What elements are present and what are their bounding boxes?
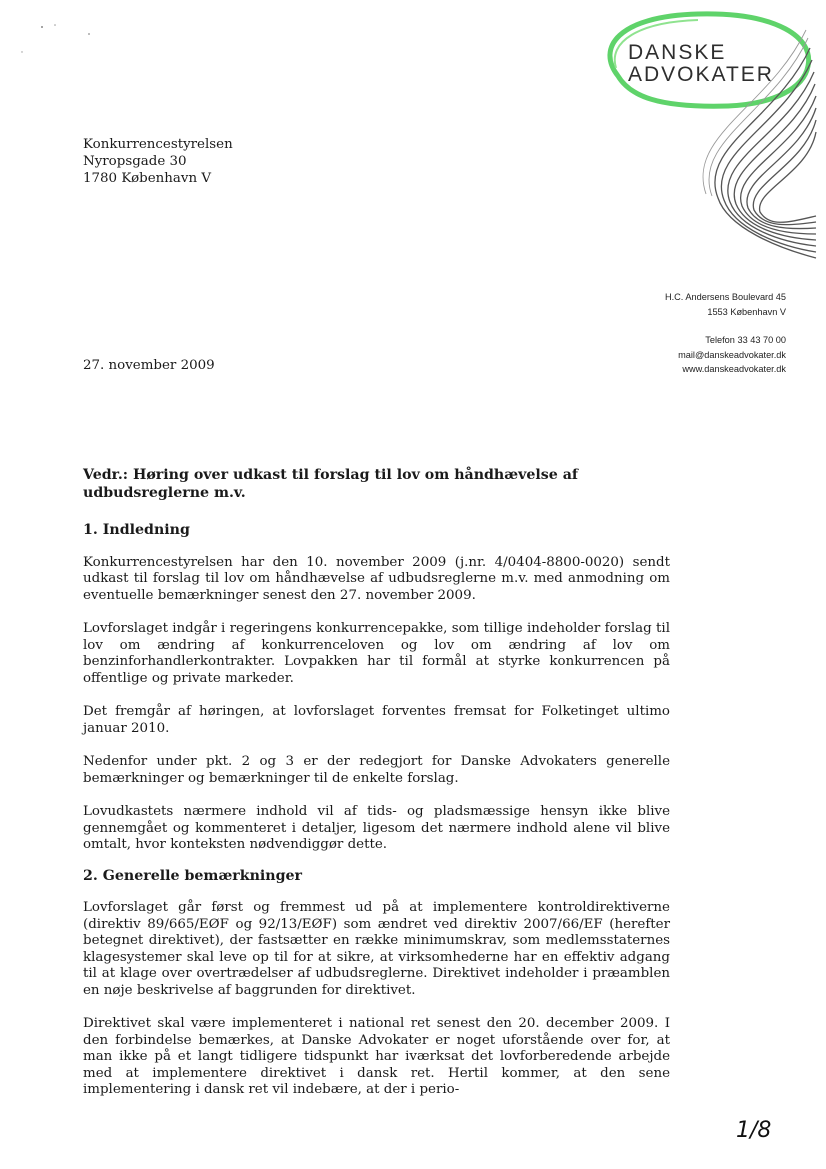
logo-line1: DANSKE bbox=[628, 41, 727, 64]
recipient-line: Nyropsgade 30 bbox=[83, 154, 187, 169]
sender-address-line2: 1553 København V bbox=[707, 306, 786, 317]
section-heading: 1. Indledning bbox=[83, 522, 190, 538]
recipient-line: Konkurrencestyrelsen bbox=[83, 137, 233, 152]
paragraph: Direktivet skal være implementeret i national ret senest den 20. december 2009. I den forbindelse bemærkes, at Danske Advokater er noget uforstående over for, at man ikke på et langt tidligere tidspunkt har iværksat det lovforberedende arbejde med at implementere direktivet i dansk ret. Hertil kommer, at den sene implementering i dansk ret vil indebære, at der i perio- bbox=[83, 1016, 670, 1097]
section-heading: 2. Generelle bemærkninger bbox=[83, 867, 303, 884]
paragraph: Lovforslaget indgår i regeringens konkurrencepakke, som tillige indeholder forslag til lov om ændring af konkurrenceloven og lov om ændring af lov om benzinforhandlerkontrakter. Lovpakken har til formål at styrke konkurrencen på offentlige og private markeder. bbox=[83, 621, 670, 686]
sender-website[interactable]: www.danskeadvokater.dk bbox=[682, 364, 786, 374]
logo-wordmark bbox=[628, 42, 774, 86]
sender-email[interactable]: mail@danskeadvokater.dk bbox=[678, 349, 786, 360]
paragraph: Det fremgår af høringen, at lovforslaget forventes fremsat for Folketinget ultimo januar 2010. bbox=[83, 704, 670, 736]
recipient-address bbox=[83, 136, 233, 187]
sender-address-line1: H.C. Andersens Boulevard 45 bbox=[664, 292, 786, 302]
paragraph: Nedenfor under pkt. 2 og 3 er der redegjort for Danske Advokaters generelle bemærkninger og bemærkninger til de enkelte forslag. bbox=[83, 754, 670, 786]
subject-line: Vedr.: Høring over udkast til forslag til lov om håndhævelse af udbudsreglerne m.v. bbox=[83, 467, 578, 501]
scan-specks bbox=[0, 0, 120, 70]
sender-contact bbox=[665, 290, 786, 377]
page-number: 1/8 bbox=[736, 1118, 772, 1143]
logo-line2: ADVOKATER bbox=[628, 63, 774, 86]
paragraph: Konkurrencestyrelsen har den 10. november 2009 (j.nr. 4/0404-8800-0020) sendt udkast til forslag til lov om håndhævelse af udbudsreglerne m.v. med anmodning om eventuelle bemærkninger senest den 27. november 2009. bbox=[83, 554, 670, 603]
paragraph: Lovudkastets nærmere indhold vil af tids- og pladsmæssige hensyn ikke blive gennemgået og kommenteret i detaljer, ligesom det nærmere indhold alene vil blive omtalt, hvor konteksten nødvendiggør dette. bbox=[83, 804, 670, 852]
letter-body bbox=[83, 466, 670, 1116]
letter-date: 27. november 2009 bbox=[83, 358, 215, 373]
recipient-line: 1780 København V bbox=[83, 171, 212, 186]
paragraph: Lovforslaget går først og fremmest ud på at implementere kontroldirektiverne (direktiv 89/665/EØF og 92/13/EØF) som ændret ved direktiv 2007/66/EF (herefter betegnet direktivet), der fastsætter en række minimumskrav, som medlemsstaternes klagesystemer skal leve op til for at sikre, at virksomhederne har en effektiv adgang til at klage over overtrædelser af udbudsreglerne. Direktivet indeholder i præamblen en nøje beskrivelse af baggrunden for direktivet. bbox=[83, 900, 670, 998]
sender-phone: Telefon 33 43 70 00 bbox=[705, 335, 786, 345]
